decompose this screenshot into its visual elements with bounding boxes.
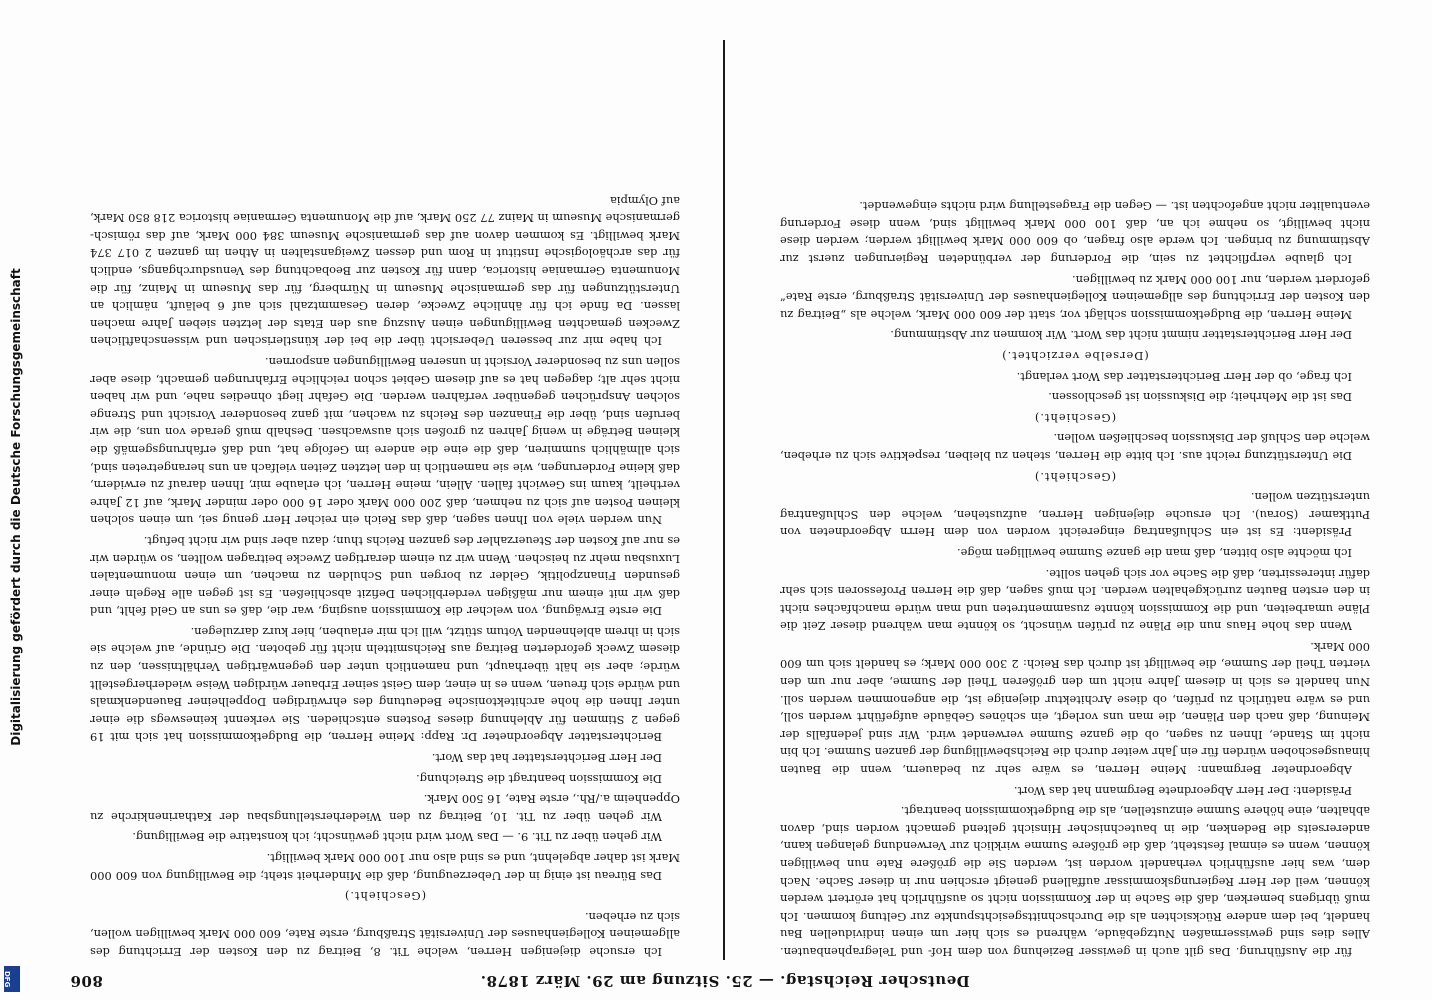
paragraph: Berichterstatter Abgeordneter Dr. Rapp: Meine Herren, die Budgetkommission hat sich mit 19 gegen 2 Stimmen für Ablehnung dieses Postens entschieden. Sie verkennt keineswegs die einer unter Ihnen die hohe architektonische Bedeutung des ehrwürdigen Doppelheiner Bauendenkmals und würde sich freuen, wenn es in einer, dem Geist seiner Erbauer würdigen Weise wiederhergestellt würde; aber sie hält überhaupt, und namentlich unter den gegenwärtigen Verhältnissen, den zu diesem Zweck geforderten Beitrag aus Reichsmitteln nicht für geboten. Die Gründe, auf welche sie sich in ihrem ablehnenden Votum stützt, will ich mir erlauben, hier kurz darzulegen. bbox=[90, 624, 680, 745]
left-text-column bbox=[780, 30, 1370, 960]
rotated-sheet bbox=[70, 0, 1380, 1000]
paragraph: Ich glaube verpflichtet zu sein, die Forderung der verbündeten Regierungen zuerst zur Abstimmung zu bringen. Ich werde also fragen, ob 600 000 Mark bewilligt werden; werden diese nicht bewilligt, so nehme ich an, daß 100 000 Mark bewilligt sind, wenn diese Forderung eventualiter nicht angefochten ist. — Gegen die Fragestellung wird nichts eingewendet. bbox=[780, 199, 1370, 267]
paragraph: Die erste Erwägung, von welcher die Kommission ausging, war die, daß es uns an Geld fehlt, und daß wir mit einem nur mäßigen verderblichen Defizit abschließen. Es ist gegen alle Regeln einer gesunden Finanzpolitik, Gelder zu borgen und Schulden zu machen, um einen monumentalen Luxusbau mehr zu heischen. Wenn wir zu einem derartigen Zwecke beitragen wollten, so würden wir es nur auf Kosten der Steuerzahler des ganzen Reichs thun; dazu aber sind wir nicht befugt. bbox=[90, 533, 680, 619]
paragraph: Wenn das hohe Haus nun die Pläne zu prüfen wünscht, so könnte man während dieser Zeit die Pläne umarbeiten, und die Kommission könnte zusammentreten und man würde manchfaches nicht in den ersten Bauten zurückgehalten werden. Ich muß sagen, daß die Herren Professoren sich sehr dafür interessirten, daß die Sache vor sich gehen sollte. bbox=[780, 566, 1370, 634]
credit-text: Digitalisierung gefördert durch die Deutsche Forschungsgemeinschaft bbox=[9, 268, 23, 746]
paragraph: Die Unterstützung reicht aus. Ich bitte die Herren, stehen zu bleiben, respektive sich zu erheben, welche den Schluß der Diskussion beschließen wollen. bbox=[780, 431, 1370, 463]
paragraph: Das Büreau ist einig in der Ueberzeugung, daß die Minderheit steht; die Bewilligung von 600 000 Mark ist daher abgelehnt, und es sind also nur 100 000 Mark bewilligt. bbox=[90, 851, 680, 883]
column-divider bbox=[723, 40, 725, 960]
stage-direction: (Derselbe verzichtet.) bbox=[1001, 349, 1149, 363]
page-title: Deutscher Reichstag. — 25. Sitzung am 29. März 1878. bbox=[480, 972, 970, 990]
paragraph: Ich ersuche diejenigen Herren, welche Tit. 8, Beitrag zu den Kosten der Errichtung des allgemeinen Kollegienhauses der Universität Straßburg, erste Rate, 600 000 Mark bewilligen wollen, sich zu erheben. bbox=[90, 909, 680, 959]
paragraph: Abgeordneter Bergmann: Meine Herren, es wäre sehr zu bedauern, wenn die Bauten hinausgeschoben würden für ein Jahr weiter durch die Reichsbewilligung der ganzen Summe. Ich bin nicht im Stande, Ihnen zu sagen, ob die ganze Summe verwendet wird. Wir sind jedenfalls der Meinung, daß nach den Plänen, die man uns vorlegt, ein schönes Gebäude aufgeführt werden soll, und es wäre natürlich zu prüfen, ob diese Architektur diejenige ist, die angenommen werden soll. Nun handelt es sich in diesem Jahre nicht um den größeren Theil der Summe, aber nur um den vierten Theil der Summe, die bewilligt ist durch das Reich: 2 300 000 Mark; es handelt sich um 600 000 Mark. bbox=[780, 639, 1370, 778]
stage-direction: (Geschieht.) bbox=[1033, 410, 1117, 425]
paragraph: Die Kommission beantragt die Streichung. bbox=[416, 771, 662, 786]
right-text-column bbox=[90, 30, 680, 960]
paragraph: Präsident: Der Herr Abgeordnete Bergmann hat das Wort. bbox=[1013, 783, 1352, 798]
paragraph: für die Ausführung. Das gilt auch in gewisser Beziehung von dem Hof- und Telegraphenbauten. Alles dies sind gewissermaßen Nutzgebäude, während es sich hier um einen individuellen Bau handelt, bei dem andere Rücksichten als die Durchschnittsgesichtspunkte zur Geltung kommen. Ich muß übrigens bemerken, daß die Sache in der Kommission nicht so ausführlich hat erörtert werden können, weil der Herr Regierungskommissar auffallend geneigt erschien nur in dieser Sache. Nach dem, was hier ausführlich verhandelt worden ist, werden Sie die größere Rate nun bewilligen können, wenn es einmal feststeht, daß die größere Summe wirklich zur Verwendung gelangen kann, andererseits die Bedenken, die in bautechnischer Hinsicht geltend gemacht worden sind, davon abhalten, eine höhere Summe einzustellen, als die Budgetkommission beantragt. bbox=[780, 804, 1370, 959]
digitization-credit bbox=[6, 0, 26, 1000]
dfg-logo: DFG bbox=[4, 966, 20, 992]
paragraph: Nun werden viele von Ihnen sagen, daß das Reich ein reicher Herr genug sei, um einen solchen kleinen Posten auf sich zu nehmen, daß 200 000 Mark oder 16 000 oder minder Mark, auf 12 Jahre vertheilt, kaum ins Gewicht fallen. Allein, meine Herren, ich erlaube mir, Ihnen darauf zu erwidern, daß kleine Forderungen, wie sie namentlich in den letzten Zeiten vielfach an uns herangetreten sind, sich allmählich summiren, daß die eine die andere im Gefolge hat, und daß erfahrungsgemäß die kleinen Beträge in wenig Jahren zu großen sich auswachsen. Deshalb muß gerade von uns, die wir berufen sind, über die Finanzen des Reichs zu wachen, mit ganz besonderer Vorsicht und Strenge solchen Ansprüchen gegenüber verfahren werden. Die Gefahr liegt ohnedies nahe, und wir haben nicht sehr alt; dagegen hat es auf diesem Gebiet schon reichliche Erfahrungen gemacht, diese aber sollen uns zu besonderer Vorsicht in unseren Bewilligungen anspornen. bbox=[90, 355, 680, 528]
running-head bbox=[70, 966, 1380, 990]
paragraph: Ich frage, ob der Herr Berichterstatter das Wort verlangt. bbox=[1016, 369, 1352, 384]
paragraph: Ich habe mir zur besseren Uebersicht über die bei der künstlerischen und wissenschaftlichen Zwecken gemachten Bewilligungen einen Auszug aus den Etats der letzten sieben Jahre machen lassen. Da finde ich für ähnliche Zwecke, deren Gesammtzahl sich auf 6 beläuft, nämlich an Unterstützungen für das germanische Museum in Nürnberg, für das Museum in Mainz, für die Monumenta Germaniae historica, dann für Kosten zur Beobachtung des Venusdurchgangs, endlich für das archäologische Institut in Rom und dessen Zweiganstalten in Athen im ganzen 2 017 374 Mark bewilligt. Es kommen davon auf das germanische Museum 384 000 Mark, auf das römisch-germanische Museum in Mainz 77 250 Mark, auf die Monumenta Germaniae historica 218 850 Mark, auf Olympia bbox=[90, 193, 680, 349]
paragraph: Wir gehen über zu Tit. 10, Beitrag zu den Wiederherstellungsbau der Katharinenkirche zu Oppenheim a./Rh., erste Rate, 16 500 Mark. bbox=[90, 792, 680, 824]
paragraph: Wir gehen über zu Tit. 9. — Das Wort wird nicht gewünscht; ich konstatire die Bewilligung. bbox=[132, 830, 662, 845]
page-number: 806 bbox=[70, 972, 103, 990]
paragraph: Präsident: Es ist ein Schlußantrag eingereicht worden von dem Herrn Abgeordneten von Puttkamer (Sorau). Ich ersuche diejenigen Herren, aufzustehen, welche den Schlußantrag unterstützen wollen. bbox=[780, 490, 1370, 540]
paragraph: Ich möchte also bitten, daß man die ganze Summe bewilligen möge. bbox=[956, 545, 1352, 560]
stage-direction: (Geschieht.) bbox=[343, 889, 427, 904]
stage-direction: (Geschieht.) bbox=[1033, 469, 1117, 484]
paragraph: Meine Herren, die Budgetkommission schlägt vor, statt der 600 000 Mark, welche als „Beitrag zu den Kosten der Errichtung des allgemeinen Kollegienhauses der Universität Straßburg, erste Rate“ gefordert werden, nur 100 000 Mark zu bewilligen. bbox=[780, 272, 1370, 322]
paragraph: Der Herr Berichterstatter hat das Wort. bbox=[431, 751, 662, 766]
paragraph: Das ist die Mehrheit; die Diskussion ist geschlossen. bbox=[1048, 390, 1352, 405]
paragraph: Der Herr Berichterstatter nimmt nicht das Wort. Wir kommen zur Abstimmung. bbox=[890, 328, 1352, 343]
